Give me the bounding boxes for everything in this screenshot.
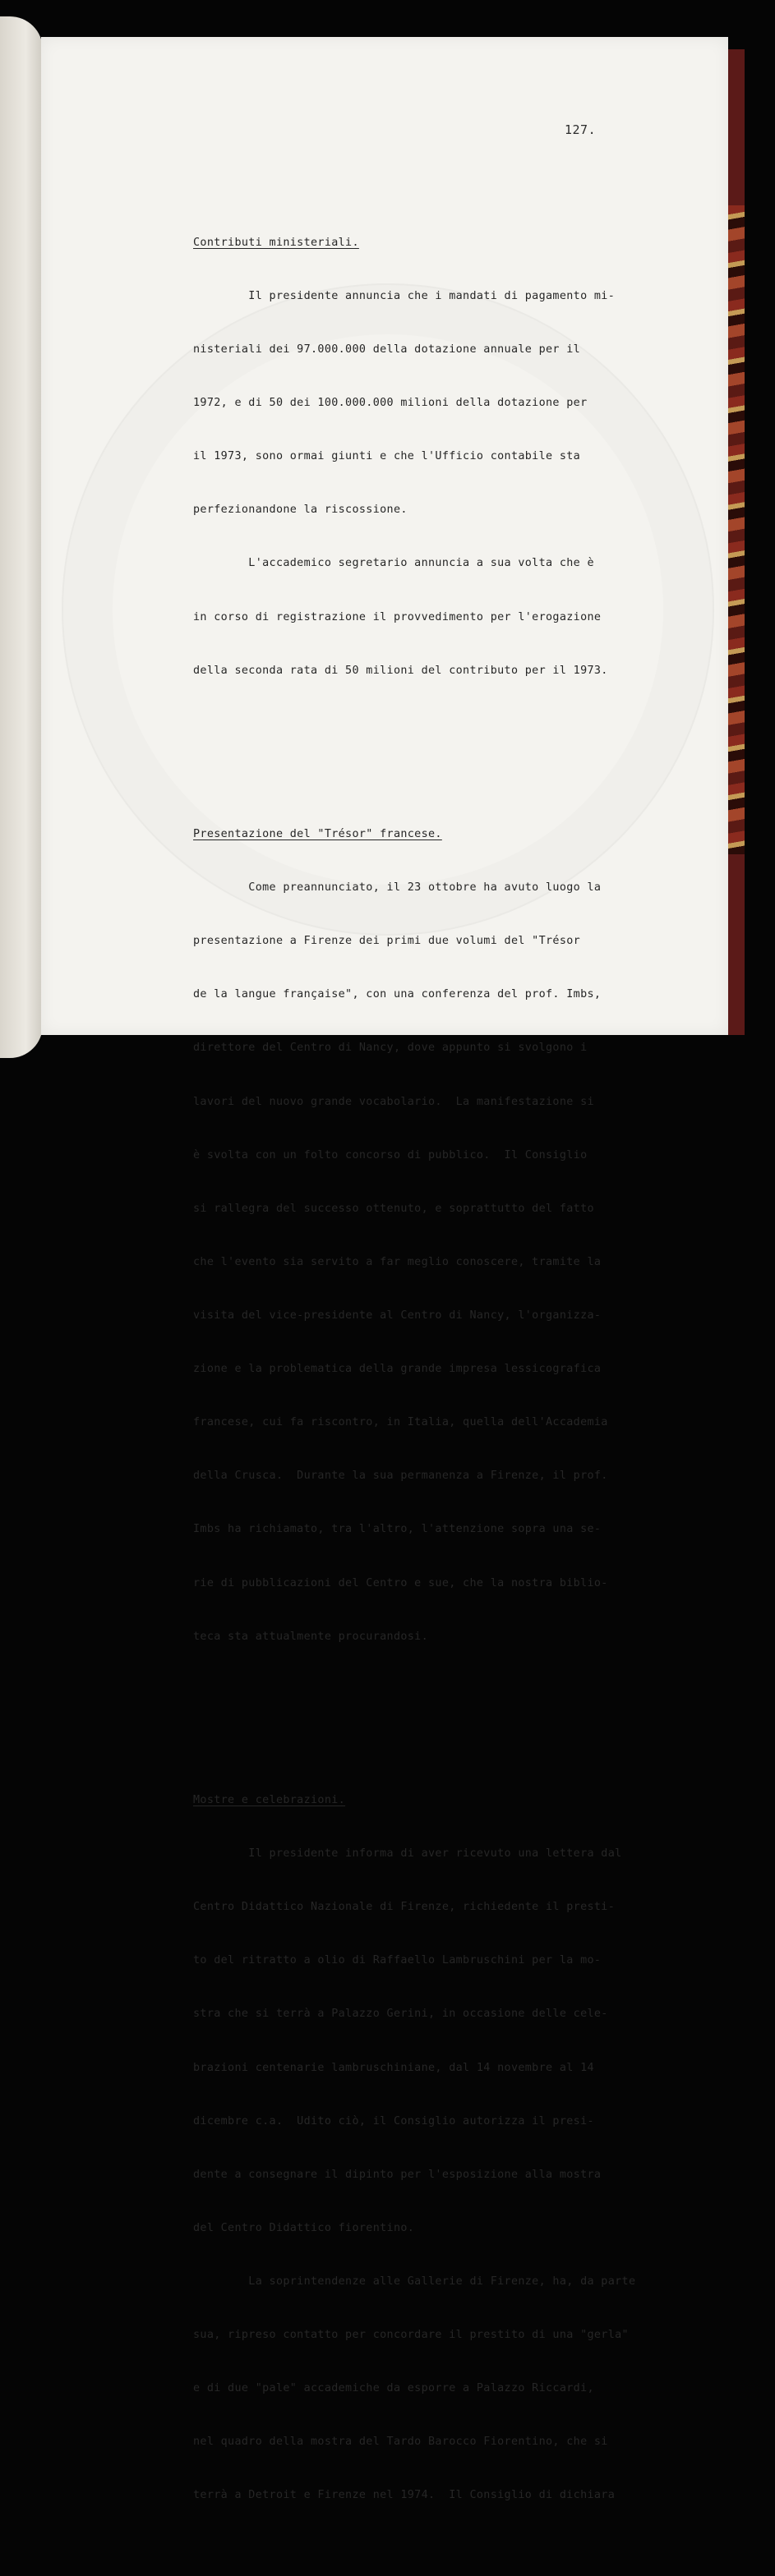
text-line: Il presidente informa di aver ricevuto una lettera dal — [193, 1847, 622, 1861]
text-line: in corso di registrazione il provvedimento per l'erogazione — [193, 610, 602, 623]
section-heading: Contributi ministeriali. — [193, 236, 359, 249]
text-line: presentazione a Firenze dei primi due volumi del "Trésor — [193, 935, 581, 948]
section-contributi — [193, 198, 653, 715]
page-number: 127. — [565, 122, 597, 137]
section-heading: Mostre e celebrazioni. — [193, 1793, 346, 1806]
text-line: della seconda rata di 50 milioni del contributo per il 1973. — [193, 664, 608, 677]
text-line: rie di pubblicazioni del Centro e sue, che la nostra biblio- — [193, 1576, 608, 1589]
text-line: dicembre c.a. Udito ciò, il Consiglio autorizza il presi- — [193, 2114, 594, 2128]
section-heading: Presentazione del "Trésor" francese. — [193, 828, 442, 841]
section-mostre — [193, 1756, 653, 2541]
text-line: e di due "pale" accademiche da esporre a Palazzo Riccardi, — [193, 2382, 594, 2395]
facing-page-edge — [0, 16, 43, 1058]
text-line: si rallegra del successo ottenuto, e soprattutto del fatto — [193, 1202, 594, 1215]
text-line: de la langue française", con una conferenza del prof. Imbs, — [193, 988, 602, 1001]
document-page — [41, 37, 728, 2502]
text-line: della Crusca. Durante la sua permanenza a Firenze, il prof. — [193, 1470, 608, 1483]
text-line: La soprintendenze alle Gallerie di Firenze, ha, da parte — [193, 2275, 636, 2288]
text-line: Come preannunciato, il 23 ottobre ha avuto luogo la — [193, 881, 602, 895]
text-line: nisteriali dei 97.000.000 della dotazione annuale per il — [193, 343, 581, 356]
text-line: che l'evento sia servito a far meglio conoscere, tramite la — [193, 1255, 602, 1268]
text-line: terrà a Detroit e Firenze nel 1974. Il Consiglio di dichiara — [193, 2489, 616, 2502]
text-line: del Centro Didattico fiorentino. — [193, 2221, 415, 2234]
text-line: 1972, e di 50 dei 100.000.000 milioni della dotazione per — [193, 397, 588, 410]
text-line: nel quadro della mostra del Tardo Barocco Fiorentino, che si — [193, 2436, 608, 2449]
text-line: teca sta attualmente procurandosi. — [193, 1630, 429, 1643]
text-line: to del ritratto a olio di Raffaello Lambruschini per la mo- — [193, 1954, 602, 1967]
text-line: è svolta con un folto concorso di pubblico. Il Consiglio — [193, 1148, 588, 1162]
text-line: il 1973, sono ormai giunti e che l'Ufficio contabile sta — [193, 450, 581, 463]
text-line: Imbs ha richiamato, tra l'altro, l'attenzione sopra una se- — [193, 1523, 602, 1536]
text-line: Il presidente annuncia che i mandati di pagamento mi- — [193, 289, 616, 302]
section-tresor — [193, 790, 653, 1681]
text-line: stra che si terrà a Palazzo Gerini, in occasione delle cele- — [193, 2008, 608, 2021]
text-line: francese, cui fa riscontro, in Italia, quella dell'Accademia — [193, 1416, 608, 1429]
page-body — [193, 163, 653, 2576]
text-line: dente a consegnare il dipinto per l'esposizione alla mostra — [193, 2168, 602, 2181]
text-line: L'accademico segretario annuncia a sua volta che è — [193, 557, 594, 570]
text-line: sua, ripreso contatto per concordare il prestito di una "gerla" — [193, 2329, 629, 2342]
text-line: perfezionandone la riscossione. — [193, 504, 408, 517]
text-line: direttore del Centro di Nancy, dove appunto si svolgono i — [193, 1042, 588, 1055]
text-line: visita del vice-presidente al Centro di Nancy, l'organizza- — [193, 1309, 602, 1322]
text-line: lavori del nuovo grande vocabolario. La manifestazione si — [193, 1095, 594, 1108]
text-line: zione e la problematica della grande impresa lessicografica — [193, 1363, 602, 1376]
text-line: Centro Didattico Nazionale di Firenze, richiedente il presti- — [193, 1901, 616, 1914]
text-line: brazioni centenarie lambruschiniane, dal 14 novembre al 14 — [193, 2061, 594, 2074]
